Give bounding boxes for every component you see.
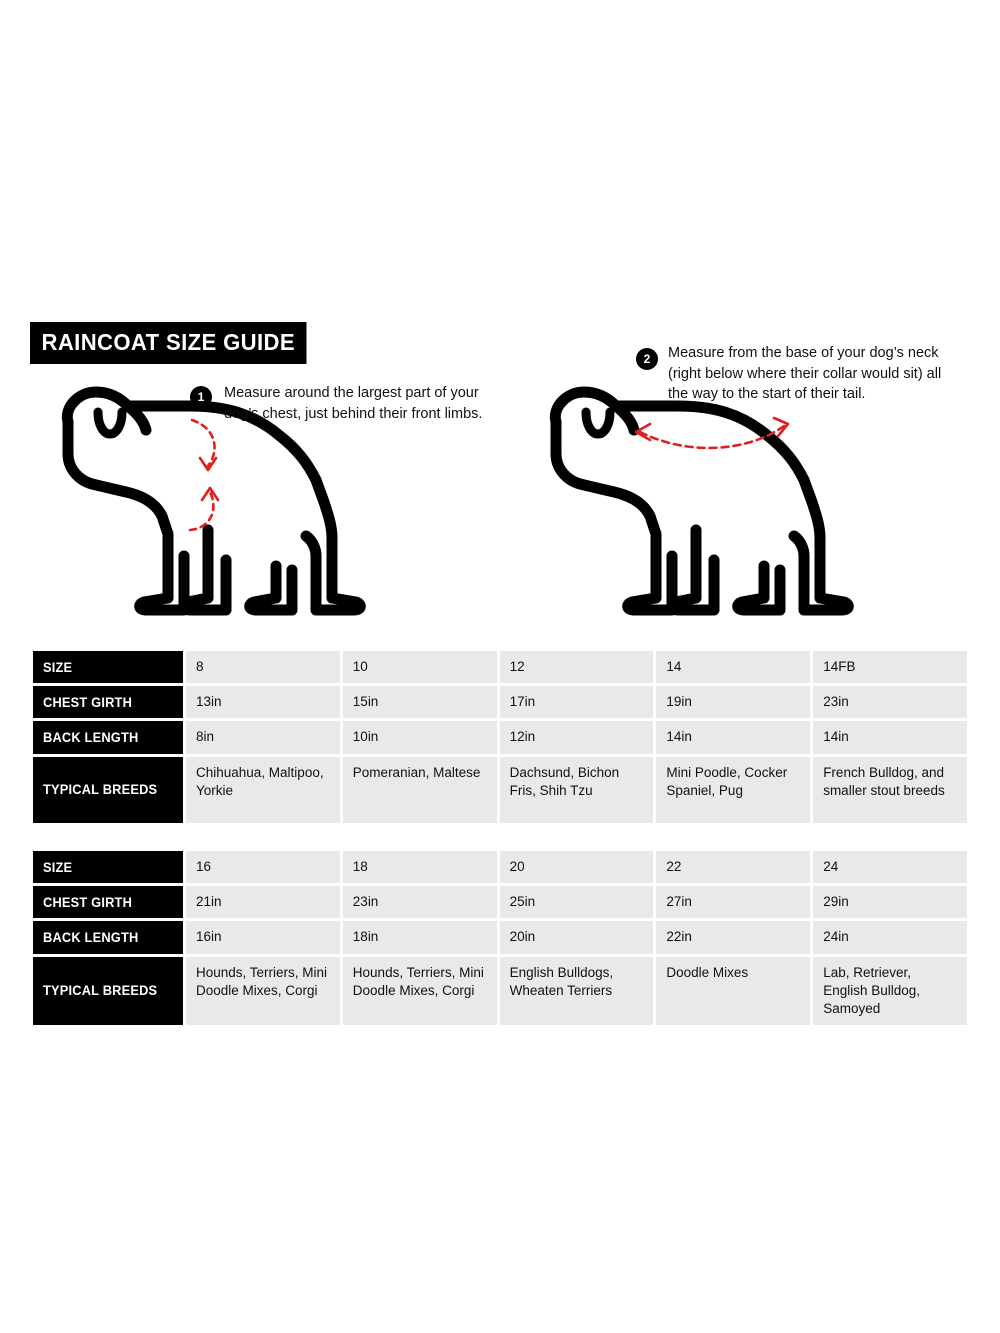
table-row [33, 886, 967, 918]
table-cell: French Bulldog, and smaller stout breeds [813, 757, 967, 823]
table-cell: Hounds, Terriers, Mini Doodle Mixes, Corgi [186, 957, 340, 1026]
size-table-small [30, 648, 970, 826]
table-cell: Lab, Retriever, English Bulldog, Samoyed [813, 957, 967, 1026]
size-table-large [30, 848, 970, 1028]
row-label-typical-breeds: TYPICAL BREEDS [33, 757, 183, 823]
row-label-size: SIZE [33, 651, 183, 683]
callout-text-2: Measure from the base of your dog’s neck (right below where their collar would sit) all the way to the start of their tail. [668, 345, 942, 403]
table-row [33, 651, 967, 683]
table-cell: 16 [186, 851, 340, 883]
page-title: RAINCOAT SIZE GUIDE [30, 322, 306, 364]
table-cell: 18in [343, 921, 497, 953]
table-cell: 13in [186, 686, 340, 718]
row-label-chest-girth: CHEST GIRTH [33, 686, 183, 718]
table-cell: 24 [813, 851, 967, 883]
table-cell: 14 [656, 651, 810, 683]
table-row [33, 757, 967, 823]
table-cell: Pomeranian, Maltese [343, 757, 497, 823]
table-row [33, 851, 967, 883]
table-cell: 14FB [813, 651, 967, 683]
table-cell: 12 [500, 651, 654, 683]
table-cell: 8in [186, 721, 340, 753]
table-cell: 20in [500, 921, 654, 953]
row-label-size: SIZE [33, 851, 183, 883]
table-cell: Hounds, Terriers, Mini Doodle Mixes, Corgi [343, 957, 497, 1026]
table-cell: 17in [500, 686, 654, 718]
table-cell: Chihuahua, Maltipoo, Yorkie [186, 757, 340, 823]
table-cell: 20 [500, 851, 654, 883]
row-label-back-length: BACK LENGTH [33, 921, 183, 953]
table-cell: 25in [500, 886, 654, 918]
callout-badge-1: 1 [190, 386, 212, 408]
table-cell: 29in [813, 886, 967, 918]
table-cell: 12in [500, 721, 654, 753]
callout-text-1: Measure around the largest part of your dog’s chest, just behind their front limbs. [224, 385, 483, 422]
table-cell: 16in [186, 921, 340, 953]
table-cell: 23in [813, 686, 967, 718]
table-cell: 10 [343, 651, 497, 683]
table-cell: 27in [656, 886, 810, 918]
dog-back-length-illustration [528, 370, 868, 625]
table-cell: 8 [186, 651, 340, 683]
row-label-chest-girth: CHEST GIRTH [33, 886, 183, 918]
table-cell: 23in [343, 886, 497, 918]
callout-badge-2: 2 [636, 348, 658, 370]
table-cell: Mini Poodle, Cocker Spaniel, Pug [656, 757, 810, 823]
table-cell: 21in [186, 886, 340, 918]
table-row [33, 957, 967, 1026]
row-label-typical-breeds: TYPICAL BREEDS [33, 957, 183, 1026]
table-cell: 14in [813, 721, 967, 753]
table-cell: 15in [343, 686, 497, 718]
table-cell: 19in [656, 686, 810, 718]
table-cell: 24in [813, 921, 967, 953]
table-cell: 22in [656, 921, 810, 953]
row-label-back-length: BACK LENGTH [33, 721, 183, 753]
table-cell: Dachsund, Bichon Fris, Shih Tzu [500, 757, 654, 823]
table-cell: 22 [656, 851, 810, 883]
table-cell: 18 [343, 851, 497, 883]
table-row [33, 921, 967, 953]
table-cell: 10in [343, 721, 497, 753]
back-length-measure-arrow [528, 370, 868, 625]
table-row [33, 721, 967, 753]
table-cell: English Bulldogs, Wheaten Terriers [500, 957, 654, 1026]
table-cell: Doodle Mixes [656, 957, 810, 1026]
table-row [33, 686, 967, 718]
table-cell: 14in [656, 721, 810, 753]
